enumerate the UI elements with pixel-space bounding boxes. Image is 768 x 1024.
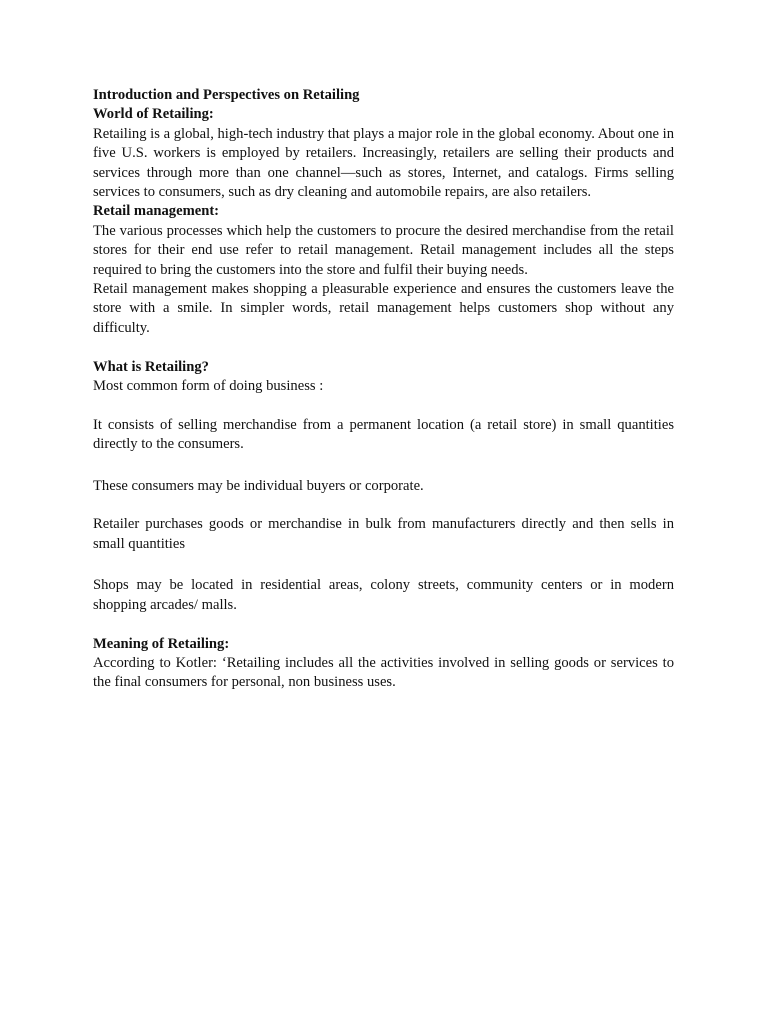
spacer <box>93 338 674 357</box>
section-heading-what-is-retailing: What is Retailing? <box>93 358 209 375</box>
spacer <box>93 396 674 415</box>
paragraph-what-2: These consumers may be individual buyers or corporate. <box>93 477 424 494</box>
paragraph-world-of-retailing: Retailing is a global, high-tech industry that plays a major role in the global economy. About one in five U.S. workers is employed by retailers. Increasingly, retailers are selling their products and services through more than one channel—such as stores, Internet, and catalogs. Firms selling services to consumers, such as dry cleaning and automobile repairs, are also retailers. <box>93 125 674 201</box>
spacer <box>93 455 674 477</box>
paragraph-what-1: It consists of selling merchandise from a permanent location (a retail store) in small quantities directly to the consumers. <box>93 416 674 453</box>
paragraph-what-3: Retailer purchases goods or merchandise in bulk from manufacturers directly and then sells in small quantities <box>93 516 674 552</box>
paragraph-retail-management-1: The various processes which help the customers to procure the desired merchandise from the retail stores for their end use refer to retail management. Retail management includes all the steps required to bring the customers into the store and fulfil their buying needs. <box>93 222 674 278</box>
spacer <box>93 496 674 515</box>
section-heading-meaning-of-retailing: Meaning of Retailing: <box>93 635 230 652</box>
document-page <box>93 86 674 693</box>
paragraph-meaning-of-retailing: According to Kotler: ‘Retailing includes all the activities involved in selling goods or services to the final consumers for personal, non business uses. <box>93 654 674 691</box>
document-title: Introduction and Perspectives on Retailing <box>93 87 360 103</box>
paragraph-what-4: Shops may be located in residential areas, colony streets, community centers or in modern shopping arcades/ malls. <box>93 577 674 613</box>
paragraph-retail-management-2: Retail management makes shopping a pleasurable experience and ensures the customers leave the store with a smile. In simpler words, retail management helps customers shop without any difficulty. <box>93 281 674 336</box>
section-heading-retail-management: Retail management: <box>93 203 220 220</box>
section-heading-world-of-retailing: World of Retailing: <box>93 106 214 123</box>
paragraph-what-intro: Most common form of doing business : <box>93 378 324 395</box>
spacer <box>93 615 674 634</box>
spacer <box>93 554 674 576</box>
